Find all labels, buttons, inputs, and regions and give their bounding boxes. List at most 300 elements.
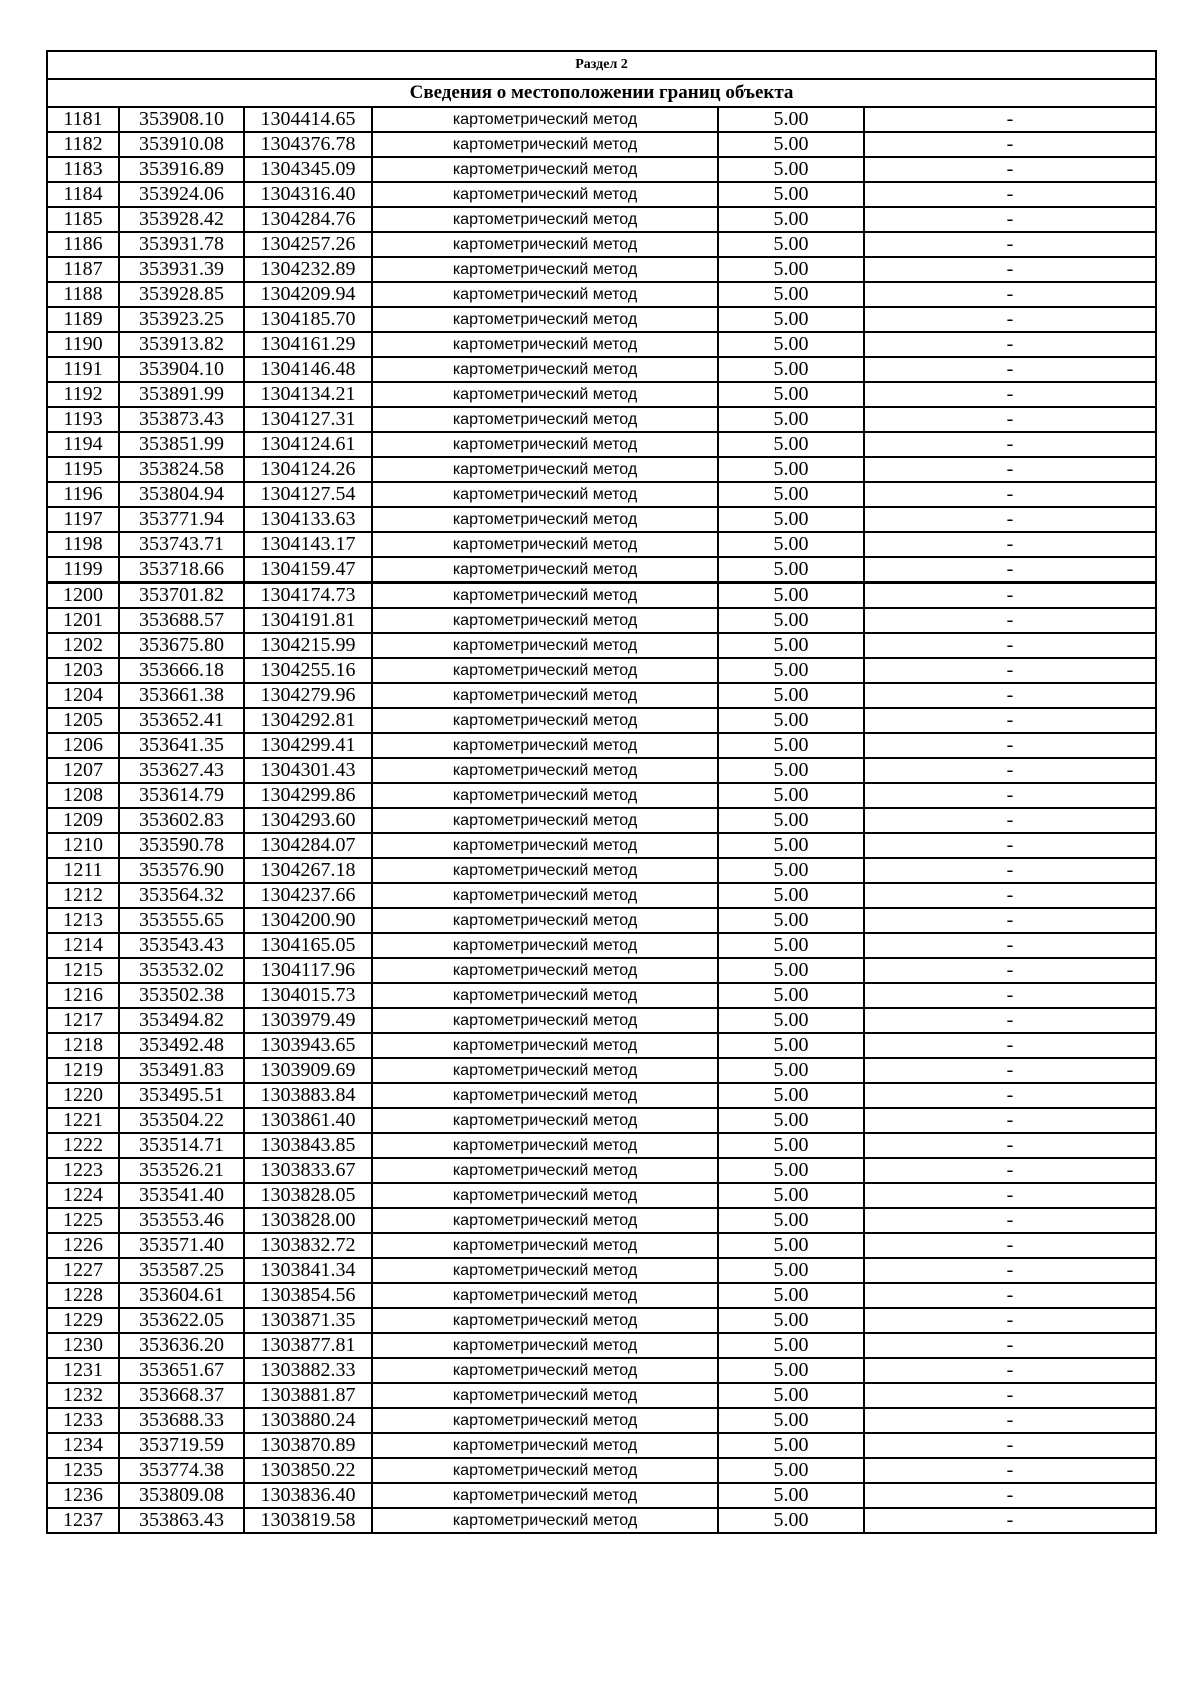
- note-cell: -: [864, 633, 1156, 658]
- point-number-cell: 1211: [47, 858, 119, 883]
- accuracy-cell: 5.00: [718, 282, 864, 307]
- y-coordinate-cell: 1303881.87: [244, 1383, 372, 1408]
- x-coordinate-cell: 353851.99: [119, 432, 244, 457]
- x-coordinate-cell: 353931.39: [119, 257, 244, 282]
- table-body: [47, 51, 1156, 1533]
- method-cell: картометрический метод: [372, 683, 718, 708]
- method-cell: картометрический метод: [372, 1283, 718, 1308]
- method-cell: картометрический метод: [372, 357, 718, 382]
- method-cell: картометрический метод: [372, 708, 718, 733]
- note-cell: -: [864, 1108, 1156, 1133]
- x-coordinate-cell: 353891.99: [119, 382, 244, 407]
- accuracy-cell: 5.00: [718, 1008, 864, 1033]
- x-coordinate-cell: 353916.89: [119, 157, 244, 182]
- x-coordinate-cell: 353688.33: [119, 1408, 244, 1433]
- accuracy-cell: 5.00: [718, 608, 864, 633]
- point-number-cell: 1224: [47, 1183, 119, 1208]
- accuracy-cell: 5.00: [718, 107, 864, 132]
- accuracy-cell: 5.00: [718, 633, 864, 658]
- y-coordinate-cell: 1304200.90: [244, 908, 372, 933]
- note-cell: -: [864, 407, 1156, 432]
- method-cell: картометрический метод: [372, 1483, 718, 1508]
- x-coordinate-cell: 353590.78: [119, 833, 244, 858]
- table-row: [47, 457, 1156, 482]
- method-cell: картометрический метод: [372, 407, 718, 432]
- accuracy-cell: 5.00: [718, 1133, 864, 1158]
- note-cell: -: [864, 1083, 1156, 1108]
- note-cell: -: [864, 708, 1156, 733]
- table-row: [47, 683, 1156, 708]
- method-cell: картометрический метод: [372, 457, 718, 482]
- accuracy-cell: 5.00: [718, 407, 864, 432]
- accuracy-cell: 5.00: [718, 257, 864, 282]
- table-row: [47, 708, 1156, 733]
- x-coordinate-cell: 353514.71: [119, 1133, 244, 1158]
- section-label: Раздел 2: [47, 51, 1156, 79]
- method-cell: картометрический метод: [372, 1033, 718, 1058]
- point-number-cell: 1205: [47, 708, 119, 733]
- note-cell: -: [864, 1433, 1156, 1458]
- note-cell: -: [864, 733, 1156, 758]
- note-cell: -: [864, 207, 1156, 232]
- table-row: [47, 608, 1156, 633]
- point-number-cell: 1187: [47, 257, 119, 282]
- table-row: [47, 933, 1156, 958]
- point-number-cell: 1193: [47, 407, 119, 432]
- accuracy-cell: 5.00: [718, 332, 864, 357]
- accuracy-cell: 5.00: [718, 1483, 864, 1508]
- x-coordinate-cell: 353910.08: [119, 132, 244, 157]
- x-coordinate-cell: 353636.20: [119, 1333, 244, 1358]
- table-row: [47, 733, 1156, 758]
- note-cell: -: [864, 307, 1156, 332]
- method-cell: картометрический метод: [372, 583, 718, 609]
- y-coordinate-cell: 1304232.89: [244, 257, 372, 282]
- x-coordinate-cell: 353908.10: [119, 107, 244, 132]
- accuracy-cell: 5.00: [718, 557, 864, 583]
- y-coordinate-cell: 1304185.70: [244, 307, 372, 332]
- x-coordinate-cell: 353824.58: [119, 457, 244, 482]
- table-row: [47, 1458, 1156, 1483]
- y-coordinate-cell: 1304237.66: [244, 883, 372, 908]
- method-cell: картометрический метод: [372, 332, 718, 357]
- note-cell: -: [864, 608, 1156, 633]
- y-coordinate-cell: 1304209.94: [244, 282, 372, 307]
- method-cell: картометрический метод: [372, 557, 718, 583]
- note-cell: -: [864, 808, 1156, 833]
- x-coordinate-cell: 353491.83: [119, 1058, 244, 1083]
- table-row: [47, 1058, 1156, 1083]
- method-cell: картометрический метод: [372, 207, 718, 232]
- accuracy-cell: 5.00: [718, 1308, 864, 1333]
- y-coordinate-cell: 1303833.67: [244, 1158, 372, 1183]
- point-number-cell: 1200: [47, 583, 119, 609]
- method-cell: картометрический метод: [372, 833, 718, 858]
- point-number-cell: 1184: [47, 182, 119, 207]
- point-number-cell: 1235: [47, 1458, 119, 1483]
- table-row: [47, 1283, 1156, 1308]
- note-cell: -: [864, 132, 1156, 157]
- method-cell: картометрический метод: [372, 232, 718, 257]
- x-coordinate-cell: 353743.71: [119, 532, 244, 557]
- method-cell: картометрический метод: [372, 733, 718, 758]
- x-coordinate-cell: 353651.67: [119, 1358, 244, 1383]
- method-cell: картометрический метод: [372, 382, 718, 407]
- point-number-cell: 1219: [47, 1058, 119, 1083]
- y-coordinate-cell: 1304127.54: [244, 482, 372, 507]
- point-number-cell: 1181: [47, 107, 119, 132]
- x-coordinate-cell: 353604.61: [119, 1283, 244, 1308]
- y-coordinate-cell: 1303841.34: [244, 1258, 372, 1283]
- note-cell: -: [864, 532, 1156, 557]
- table-row: [47, 1033, 1156, 1058]
- point-number-cell: 1185: [47, 207, 119, 232]
- x-coordinate-cell: 353495.51: [119, 1083, 244, 1108]
- accuracy-cell: 5.00: [718, 232, 864, 257]
- note-cell: -: [864, 1358, 1156, 1383]
- note-cell: -: [864, 232, 1156, 257]
- y-coordinate-cell: 1303882.33: [244, 1358, 372, 1383]
- table-row: [47, 1133, 1156, 1158]
- accuracy-cell: 5.00: [718, 1183, 864, 1208]
- x-coordinate-cell: 353771.94: [119, 507, 244, 532]
- accuracy-cell: 5.00: [718, 382, 864, 407]
- table-row: [47, 1108, 1156, 1133]
- accuracy-cell: 5.00: [718, 933, 864, 958]
- x-coordinate-cell: 353873.43: [119, 407, 244, 432]
- method-cell: картометрический метод: [372, 507, 718, 532]
- table-row: [47, 1008, 1156, 1033]
- note-cell: -: [864, 182, 1156, 207]
- x-coordinate-cell: 353602.83: [119, 808, 244, 833]
- y-coordinate-cell: 1303909.69: [244, 1058, 372, 1083]
- note-cell: -: [864, 883, 1156, 908]
- note-cell: -: [864, 758, 1156, 783]
- accuracy-cell: 5.00: [718, 1408, 864, 1433]
- note-cell: -: [864, 683, 1156, 708]
- table-row: [47, 808, 1156, 833]
- method-cell: картометрический метод: [372, 282, 718, 307]
- point-number-cell: 1225: [47, 1208, 119, 1233]
- method-cell: картометрический метод: [372, 633, 718, 658]
- x-coordinate-cell: 353492.48: [119, 1033, 244, 1058]
- x-coordinate-cell: 353661.38: [119, 683, 244, 708]
- accuracy-cell: 5.00: [718, 1358, 864, 1383]
- y-coordinate-cell: 1304143.17: [244, 532, 372, 557]
- y-coordinate-cell: 1303979.49: [244, 1008, 372, 1033]
- accuracy-cell: 5.00: [718, 207, 864, 232]
- point-number-cell: 1199: [47, 557, 119, 583]
- x-coordinate-cell: 353553.46: [119, 1208, 244, 1233]
- x-coordinate-cell: 353504.22: [119, 1108, 244, 1133]
- method-cell: картометрический метод: [372, 107, 718, 132]
- note-cell: -: [864, 658, 1156, 683]
- x-coordinate-cell: 353622.05: [119, 1308, 244, 1333]
- accuracy-cell: 5.00: [718, 658, 864, 683]
- table-title-row: [47, 79, 1156, 107]
- note-cell: -: [864, 1158, 1156, 1183]
- point-number-cell: 1237: [47, 1508, 119, 1533]
- x-coordinate-cell: 353666.18: [119, 658, 244, 683]
- x-coordinate-cell: 353541.40: [119, 1183, 244, 1208]
- x-coordinate-cell: 353904.10: [119, 357, 244, 382]
- accuracy-cell: 5.00: [718, 1433, 864, 1458]
- table-row: [47, 107, 1156, 132]
- y-coordinate-cell: 1304376.78: [244, 132, 372, 157]
- table-row: [47, 182, 1156, 207]
- method-cell: картометрический метод: [372, 1458, 718, 1483]
- y-coordinate-cell: 1304117.96: [244, 958, 372, 983]
- table-row: [47, 482, 1156, 507]
- table-row: [47, 1158, 1156, 1183]
- accuracy-cell: 5.00: [718, 1383, 864, 1408]
- x-coordinate-cell: 353688.57: [119, 608, 244, 633]
- table-row: [47, 908, 1156, 933]
- note-cell: -: [864, 1283, 1156, 1308]
- method-cell: картометрический метод: [372, 1083, 718, 1108]
- accuracy-cell: 5.00: [718, 457, 864, 482]
- note-cell: -: [864, 1508, 1156, 1533]
- note-cell: -: [864, 908, 1156, 933]
- y-coordinate-cell: 1304293.60: [244, 808, 372, 833]
- x-coordinate-cell: 353641.35: [119, 733, 244, 758]
- y-coordinate-cell: 1304255.16: [244, 658, 372, 683]
- note-cell: -: [864, 983, 1156, 1008]
- point-number-cell: 1223: [47, 1158, 119, 1183]
- x-coordinate-cell: 353627.43: [119, 758, 244, 783]
- accuracy-cell: 5.00: [718, 1233, 864, 1258]
- table-row: [47, 232, 1156, 257]
- method-cell: картометрический метод: [372, 132, 718, 157]
- x-coordinate-cell: 353913.82: [119, 332, 244, 357]
- x-coordinate-cell: 353931.78: [119, 232, 244, 257]
- accuracy-cell: 5.00: [718, 507, 864, 532]
- y-coordinate-cell: 1304414.65: [244, 107, 372, 132]
- note-cell: -: [864, 1383, 1156, 1408]
- point-number-cell: 1216: [47, 983, 119, 1008]
- method-cell: картометрический метод: [372, 933, 718, 958]
- method-cell: картометрический метод: [372, 1358, 718, 1383]
- table-row: [47, 307, 1156, 332]
- note-cell: -: [864, 833, 1156, 858]
- note-cell: -: [864, 1333, 1156, 1358]
- y-coordinate-cell: 1303850.22: [244, 1458, 372, 1483]
- y-coordinate-cell: 1303832.72: [244, 1233, 372, 1258]
- note-cell: -: [864, 457, 1156, 482]
- table-row: [47, 783, 1156, 808]
- note-cell: -: [864, 1208, 1156, 1233]
- x-coordinate-cell: 353526.21: [119, 1158, 244, 1183]
- note-cell: -: [864, 583, 1156, 609]
- method-cell: картометрический метод: [372, 608, 718, 633]
- y-coordinate-cell: 1303883.84: [244, 1083, 372, 1108]
- accuracy-cell: 5.00: [718, 583, 864, 609]
- note-cell: -: [864, 1033, 1156, 1058]
- point-number-cell: 1182: [47, 132, 119, 157]
- y-coordinate-cell: 1304146.48: [244, 357, 372, 382]
- table-row: [47, 983, 1156, 1008]
- point-number-cell: 1194: [47, 432, 119, 457]
- point-number-cell: 1183: [47, 157, 119, 182]
- point-number-cell: 1206: [47, 733, 119, 758]
- note-cell: -: [864, 858, 1156, 883]
- point-number-cell: 1234: [47, 1433, 119, 1458]
- point-number-cell: 1188: [47, 282, 119, 307]
- table-row: [47, 532, 1156, 557]
- x-coordinate-cell: 353668.37: [119, 1383, 244, 1408]
- x-coordinate-cell: 353502.38: [119, 983, 244, 1008]
- table-row: [47, 958, 1156, 983]
- table-row: [47, 833, 1156, 858]
- note-cell: -: [864, 357, 1156, 382]
- accuracy-cell: 5.00: [718, 808, 864, 833]
- accuracy-cell: 5.00: [718, 783, 864, 808]
- point-number-cell: 1207: [47, 758, 119, 783]
- accuracy-cell: 5.00: [718, 1083, 864, 1108]
- method-cell: картометрический метод: [372, 307, 718, 332]
- accuracy-cell: 5.00: [718, 157, 864, 182]
- method-cell: картометрический метод: [372, 182, 718, 207]
- accuracy-cell: 5.00: [718, 182, 864, 207]
- accuracy-cell: 5.00: [718, 1333, 864, 1358]
- table-row: [47, 332, 1156, 357]
- point-number-cell: 1222: [47, 1133, 119, 1158]
- y-coordinate-cell: 1304257.26: [244, 232, 372, 257]
- note-cell: -: [864, 1308, 1156, 1333]
- y-coordinate-cell: 1303861.40: [244, 1108, 372, 1133]
- point-number-cell: 1197: [47, 507, 119, 532]
- accuracy-cell: 5.00: [718, 357, 864, 382]
- y-coordinate-cell: 1304284.07: [244, 833, 372, 858]
- method-cell: картометрический метод: [372, 758, 718, 783]
- accuracy-cell: 5.00: [718, 1058, 864, 1083]
- y-coordinate-cell: 1304124.61: [244, 432, 372, 457]
- table-row: [47, 1408, 1156, 1433]
- accuracy-cell: 5.00: [718, 708, 864, 733]
- note-cell: -: [864, 1258, 1156, 1283]
- table-row: [47, 1383, 1156, 1408]
- y-coordinate-cell: 1304215.99: [244, 633, 372, 658]
- x-coordinate-cell: 353571.40: [119, 1233, 244, 1258]
- method-cell: картометрический метод: [372, 1508, 718, 1533]
- table-row: [47, 382, 1156, 407]
- point-number-cell: 1186: [47, 232, 119, 257]
- point-number-cell: 1208: [47, 783, 119, 808]
- note-cell: -: [864, 1233, 1156, 1258]
- point-number-cell: 1190: [47, 332, 119, 357]
- note-cell: -: [864, 1408, 1156, 1433]
- method-cell: картометрический метод: [372, 1008, 718, 1033]
- point-number-cell: 1217: [47, 1008, 119, 1033]
- note-cell: -: [864, 332, 1156, 357]
- method-cell: картометрический метод: [372, 157, 718, 182]
- y-coordinate-cell: 1304345.09: [244, 157, 372, 182]
- table-row: [47, 633, 1156, 658]
- point-number-cell: 1221: [47, 1108, 119, 1133]
- note-cell: -: [864, 1133, 1156, 1158]
- point-number-cell: 1204: [47, 683, 119, 708]
- y-coordinate-cell: 1303836.40: [244, 1483, 372, 1508]
- y-coordinate-cell: 1304279.96: [244, 683, 372, 708]
- accuracy-cell: 5.00: [718, 1108, 864, 1133]
- table-row: [47, 1333, 1156, 1358]
- x-coordinate-cell: 353494.82: [119, 1008, 244, 1033]
- y-coordinate-cell: 1303828.00: [244, 1208, 372, 1233]
- point-number-cell: 1230: [47, 1333, 119, 1358]
- note-cell: -: [864, 157, 1156, 182]
- table-row: [47, 257, 1156, 282]
- accuracy-cell: 5.00: [718, 1208, 864, 1233]
- x-coordinate-cell: 353576.90: [119, 858, 244, 883]
- method-cell: картометрический метод: [372, 808, 718, 833]
- point-number-cell: 1227: [47, 1258, 119, 1283]
- y-coordinate-cell: 1304267.18: [244, 858, 372, 883]
- point-number-cell: 1191: [47, 357, 119, 382]
- y-coordinate-cell: 1304015.73: [244, 983, 372, 1008]
- y-coordinate-cell: 1304134.21: [244, 382, 372, 407]
- table-row: [47, 407, 1156, 432]
- point-number-cell: 1192: [47, 382, 119, 407]
- x-coordinate-cell: 353532.02: [119, 958, 244, 983]
- table-row: [47, 507, 1156, 532]
- method-cell: картометрический метод: [372, 958, 718, 983]
- y-coordinate-cell: 1304316.40: [244, 182, 372, 207]
- note-cell: -: [864, 257, 1156, 282]
- note-cell: -: [864, 958, 1156, 983]
- method-cell: картометрический метод: [372, 1158, 718, 1183]
- x-coordinate-cell: 353701.82: [119, 583, 244, 609]
- note-cell: -: [864, 1483, 1156, 1508]
- accuracy-cell: 5.00: [718, 307, 864, 332]
- y-coordinate-cell: 1304299.41: [244, 733, 372, 758]
- point-number-cell: 1236: [47, 1483, 119, 1508]
- table-row: [47, 1433, 1156, 1458]
- table-row: [47, 157, 1156, 182]
- point-number-cell: 1233: [47, 1408, 119, 1433]
- accuracy-cell: 5.00: [718, 883, 864, 908]
- method-cell: картометрический метод: [372, 883, 718, 908]
- y-coordinate-cell: 1303943.65: [244, 1033, 372, 1058]
- table-row: [47, 557, 1156, 583]
- table-row: [47, 1083, 1156, 1108]
- y-coordinate-cell: 1304161.29: [244, 332, 372, 357]
- note-cell: -: [864, 933, 1156, 958]
- x-coordinate-cell: 353804.94: [119, 482, 244, 507]
- y-coordinate-cell: 1304159.47: [244, 557, 372, 583]
- x-coordinate-cell: 353718.66: [119, 557, 244, 583]
- note-cell: -: [864, 282, 1156, 307]
- y-coordinate-cell: 1303877.81: [244, 1333, 372, 1358]
- x-coordinate-cell: 353924.06: [119, 182, 244, 207]
- y-coordinate-cell: 1304191.81: [244, 608, 372, 633]
- y-coordinate-cell: 1303870.89: [244, 1433, 372, 1458]
- y-coordinate-cell: 1304174.73: [244, 583, 372, 609]
- note-cell: -: [864, 557, 1156, 583]
- table-row: [47, 758, 1156, 783]
- x-coordinate-cell: 353555.65: [119, 908, 244, 933]
- x-coordinate-cell: 353809.08: [119, 1483, 244, 1508]
- note-cell: -: [864, 1183, 1156, 1208]
- table-row: [47, 432, 1156, 457]
- y-coordinate-cell: 1304299.86: [244, 783, 372, 808]
- table-row: [47, 1508, 1156, 1533]
- method-cell: картометрический метод: [372, 783, 718, 808]
- note-cell: -: [864, 1008, 1156, 1033]
- accuracy-cell: 5.00: [718, 532, 864, 557]
- point-number-cell: 1226: [47, 1233, 119, 1258]
- accuracy-cell: 5.00: [718, 683, 864, 708]
- point-number-cell: 1189: [47, 307, 119, 332]
